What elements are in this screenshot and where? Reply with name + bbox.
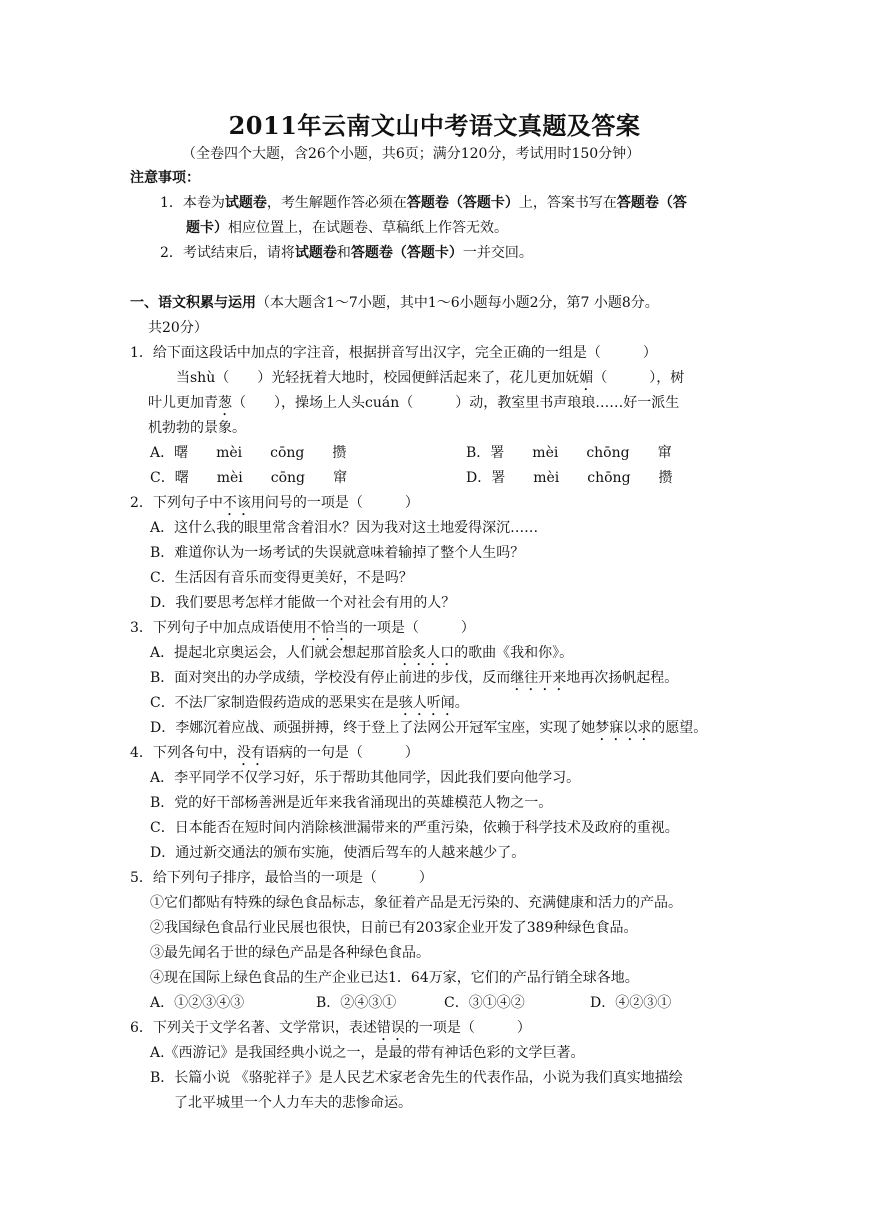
question-5-sentence-4: ④现在国际上绿色食品的生产企业已达1．64万家，它们的产品行销全球各地。 <box>150 970 639 986</box>
option-a: A．①②③④③ <box>150 995 245 1011</box>
question-2-stem <box>130 493 419 519</box>
notice-bold-text: 答题卷（答 <box>616 195 687 211</box>
notice-bold-text: 题卡） <box>186 220 228 236</box>
notice-text: 相应位置上，在试题卷、草稿纸上作答无效。 <box>228 220 508 236</box>
dotted-text: 没有 <box>236 745 265 761</box>
stem-text: 语病的一句是（ ） <box>264 745 419 761</box>
question-4-option-c: C．日本能否在短时间内消除核泄漏带来的严重污染，依赖于科学技术及政府的重视。 <box>150 820 679 836</box>
question-4-option-a: A．李平同学不仅学习好，乐于帮助其他同学，因此我们要向他学习。 <box>150 770 581 786</box>
question-6-stem <box>130 1018 531 1044</box>
stem-text: 用问号的一项是（ ） <box>250 495 419 511</box>
dotted-char: 葱 <box>218 395 232 411</box>
page-title: 2011年云南文山中考语文真题及答案 <box>228 111 641 140</box>
question-3-option-a <box>150 643 573 669</box>
dotted-idiom: 骇人听闻 <box>398 695 455 711</box>
notice-text: 一并交回。 <box>462 245 533 261</box>
stem-text: 2．下列句子中 <box>130 495 223 511</box>
question-6-option-b: B．长篇小说 《骆驼祥子》是人民艺术家老舍先生的代表作品，小说为我们真实地描绘 <box>150 1070 683 1086</box>
dotted-idiom: 继往开来 <box>510 670 567 686</box>
question-4-stem <box>130 743 419 769</box>
dotted-text: 不恰当 <box>306 620 349 636</box>
notice-text: 2．考试结束后，请将 <box>160 245 295 261</box>
option-b: B．署 mèi chōng 窜 <box>466 445 672 461</box>
dotted-char: 媚 <box>579 370 594 386</box>
question-5-sentence-2: ②我国绿色食品行业民展也很快，日前已有203家企业开发了389种绿色食品。 <box>150 920 638 936</box>
question-6-option-a: A.《西游记》是我国经典小说之一，是最的带有神话色彩的文学巨著。 <box>150 1045 585 1061</box>
passage-text: （ ），操场上人头cuán（ ）动，教室里书声琅琅……好一派生 <box>232 395 680 411</box>
option-c: C．③①④② <box>444 995 525 1011</box>
option-a: A．曙 mèi cōng 攒 <box>150 445 347 461</box>
option-text: A．提起北京奥运会，人们就会想起那首 <box>150 645 399 661</box>
option-text: D．李娜沉着应战、顽强拼搏，终于登上了法网公开冠军宝座，实现了她 <box>150 720 596 736</box>
question-3-stem <box>130 618 475 644</box>
notice-text: ，考生解题作答必须在 <box>266 195 407 211</box>
question-6-option-b-cont: 了北平城里一个人力车夫的悲惨命运。 <box>174 1095 412 1111</box>
notice-heading: 注意事项： <box>130 170 200 186</box>
question-2-option-c: C．生活因有音乐而变得更美好，不是吗？ <box>150 570 413 586</box>
option-text: C．不法厂家制造假药造成的恶果实在是 <box>150 695 399 711</box>
option-text: 地再次扬帆起程。 <box>566 670 679 686</box>
question-3-option-d <box>150 718 707 744</box>
stem-text: 的一项是（ ） <box>348 620 475 636</box>
dotted-idiom: 脍炙人口 <box>398 645 455 661</box>
option-b: B．②④③① <box>316 995 397 1011</box>
stem-text: 的一项是（ ） <box>404 1020 531 1036</box>
section-desc: （本大题含1～7小题，其中1～6小题每小题2分，第7 小题8分。 <box>256 295 659 311</box>
question-1-stem: 1．给下面这段话中加点的字注音，根据拼音写出汉字，完全正确的一组是（ ） <box>130 345 657 361</box>
dotted-text: 错误 <box>376 1020 405 1036</box>
stem-text: 3．下列句子中加点成语使用 <box>130 620 307 636</box>
notice-bold-text: 试题卷 <box>224 195 267 211</box>
passage-text: （ ），树 <box>593 370 685 386</box>
stem-text: 6．下列关于文学名著、文学常识，表述 <box>130 1020 377 1036</box>
option-c: C．曙 mèi cōng 窜 <box>150 470 347 486</box>
question-3-option-c <box>150 693 469 719</box>
question-5-stem: 5．给下列句子排序，最恰当的一项是（ ） <box>130 870 433 886</box>
question-2-option-b: B．难道你认为一场考试的失误就意味着输掉了整个人生吗？ <box>150 545 525 561</box>
exam-subtitle: （全卷四个大题，含26个小题，共6页；满分120分，考试用时150分钟） <box>182 146 641 162</box>
question-1-passage-line-1 <box>176 368 684 394</box>
question-1-passage-line-2 <box>148 393 679 419</box>
option-text: 的歌曲《我和你》。 <box>454 645 574 661</box>
section-title: 一、语文积累与运用 <box>130 295 256 311</box>
question-3-option-b <box>150 668 678 694</box>
section-1-heading <box>130 293 659 313</box>
notice-bold-text: 答题卷（答题卡） <box>406 195 519 211</box>
notice-text: 和 <box>336 245 351 261</box>
question-1-passage-line-3: 机勃勃的景象。 <box>148 420 246 436</box>
question-5-sentence-1: ①它们都贴有特殊的绿色食品标志，象征着产品是无污染的、充满健康和活力的产品。 <box>150 895 682 911</box>
notice-text: 上，答案书写在 <box>518 195 617 211</box>
option-text: B．面对突出的办学成绩，学校没有停止前进的步伐，反而 <box>150 670 511 686</box>
dotted-idiom: 梦寐以求 <box>595 720 652 736</box>
option-d: D．④②③① <box>590 995 672 1011</box>
question-5-sentence-3: ③最先闻名于世的绿色产品是各种绿色食品。 <box>150 945 430 961</box>
question-2-option-d: D．我们要思考怎样才能做一个对社会有用的人？ <box>150 595 456 611</box>
notice-item-2 <box>160 243 533 263</box>
question-2-option-a: A．这什么我的眼里常含着泪水？因为我对这土地爱得深沉…… <box>150 520 539 536</box>
option-d: D．署 mèi chōng 攒 <box>466 470 673 486</box>
question-4-option-b: B．党的好干部杨善洲是近年来我省涌现出的英雄模范人物之一。 <box>150 795 553 811</box>
dotted-text: 不该 <box>222 495 251 511</box>
question-4-option-d: D．通过新交通法的颁布实施，使酒后驾车的人越来越少了。 <box>150 845 526 861</box>
passage-text: 当shù（ ）光轻抚着大地时，校园便鲜活起来了，花儿更加妩 <box>176 370 580 386</box>
passage-text: 叶儿更加青 <box>148 395 218 411</box>
notice-item-1-cont <box>186 218 508 238</box>
section-1-desc-cont: 共20分） <box>148 320 208 336</box>
option-text: 。 <box>454 695 469 711</box>
option-text: 的愿望。 <box>651 720 708 736</box>
notice-text: 1．本卷为 <box>160 195 225 211</box>
stem-text: 4．下列各句中， <box>130 745 237 761</box>
notice-bold-text: 答题卷（答题卡） <box>350 245 463 261</box>
notice-item-1 <box>160 193 687 213</box>
notice-bold-text: 试题卷 <box>294 245 337 261</box>
